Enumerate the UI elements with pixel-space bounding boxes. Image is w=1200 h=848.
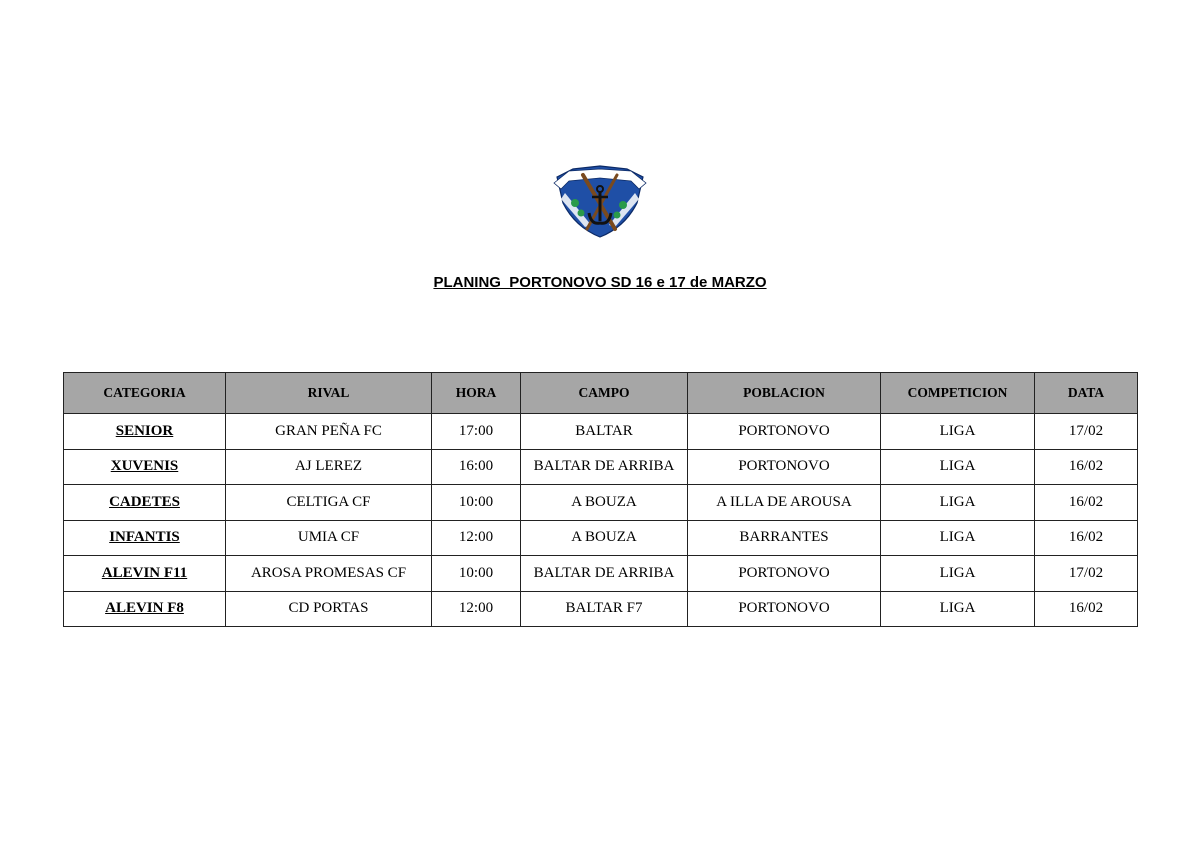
club-crest-logo: [551, 163, 649, 239]
header-data: DATA: [1035, 373, 1138, 414]
cell-categoria: XUVENIS: [64, 449, 226, 485]
table-row: [64, 414, 1138, 450]
table-row: [64, 591, 1138, 627]
header-poblacion: POBLACION: [688, 373, 881, 414]
cell-campo: BALTAR: [521, 414, 688, 450]
cell-competicion: LIGA: [881, 414, 1035, 450]
table-row: [64, 485, 1138, 521]
cell-campo: A BOUZA: [521, 485, 688, 521]
table-row: [64, 520, 1138, 556]
cell-data: 17/02: [1035, 556, 1138, 592]
cell-categoria: ALEVIN F11: [64, 556, 226, 592]
cell-hora: 10:00: [432, 485, 521, 521]
cell-data: 16/02: [1035, 591, 1138, 627]
match-schedule-table: [63, 372, 1138, 627]
cell-campo: BALTAR F7: [521, 591, 688, 627]
header-rival: RIVAL: [226, 373, 432, 414]
cell-hora: 16:00: [432, 449, 521, 485]
table-row: [64, 556, 1138, 592]
header-categoria: CATEGORIA: [64, 373, 226, 414]
cell-data: 17/02: [1035, 414, 1138, 450]
table-row: [64, 449, 1138, 485]
cell-poblacion: A ILLA DE AROUSA: [688, 485, 881, 521]
header-competicion: COMPETICION: [881, 373, 1035, 414]
cell-data: 16/02: [1035, 520, 1138, 556]
header-row: [64, 373, 1138, 414]
cell-rival: AJ LEREZ: [226, 449, 432, 485]
cell-rival: GRAN PEÑA FC: [226, 414, 432, 450]
cell-poblacion: PORTONOVO: [688, 591, 881, 627]
cell-competicion: LIGA: [881, 485, 1035, 521]
page-title: PLANING PORTONOVO SD 16 e 17 de MARZO: [433, 274, 767, 291]
cell-data: 16/02: [1035, 449, 1138, 485]
cell-rival: AROSA PROMESAS CF: [226, 556, 432, 592]
cell-hora: 10:00: [432, 556, 521, 592]
header-hora: HORA: [432, 373, 521, 414]
cell-poblacion: PORTONOVO: [688, 449, 881, 485]
cell-poblacion: PORTONOVO: [688, 414, 881, 450]
cell-rival: UMIA CF: [226, 520, 432, 556]
cell-rival: CELTIGA CF: [226, 485, 432, 521]
cell-poblacion: PORTONOVO: [688, 556, 881, 592]
cell-campo: BALTAR DE ARRIBA: [521, 449, 688, 485]
cell-competicion: LIGA: [881, 520, 1035, 556]
cell-competicion: LIGA: [881, 591, 1035, 627]
cell-categoria: CADETES: [64, 485, 226, 521]
cell-categoria: INFANTIS: [64, 520, 226, 556]
cell-categoria: ALEVIN F8: [64, 591, 226, 627]
cell-categoria: SENIOR: [64, 414, 226, 450]
cell-poblacion: BARRANTES: [688, 520, 881, 556]
header-campo: CAMPO: [521, 373, 688, 414]
cell-hora: 12:00: [432, 591, 521, 627]
cell-campo: A BOUZA: [521, 520, 688, 556]
cell-data: 16/02: [1035, 485, 1138, 521]
cell-hora: 12:00: [432, 520, 521, 556]
cell-competicion: LIGA: [881, 556, 1035, 592]
cell-competicion: LIGA: [881, 449, 1035, 485]
cell-rival: CD PORTAS: [226, 591, 432, 627]
cell-hora: 17:00: [432, 414, 521, 450]
cell-campo: BALTAR DE ARRIBA: [521, 556, 688, 592]
